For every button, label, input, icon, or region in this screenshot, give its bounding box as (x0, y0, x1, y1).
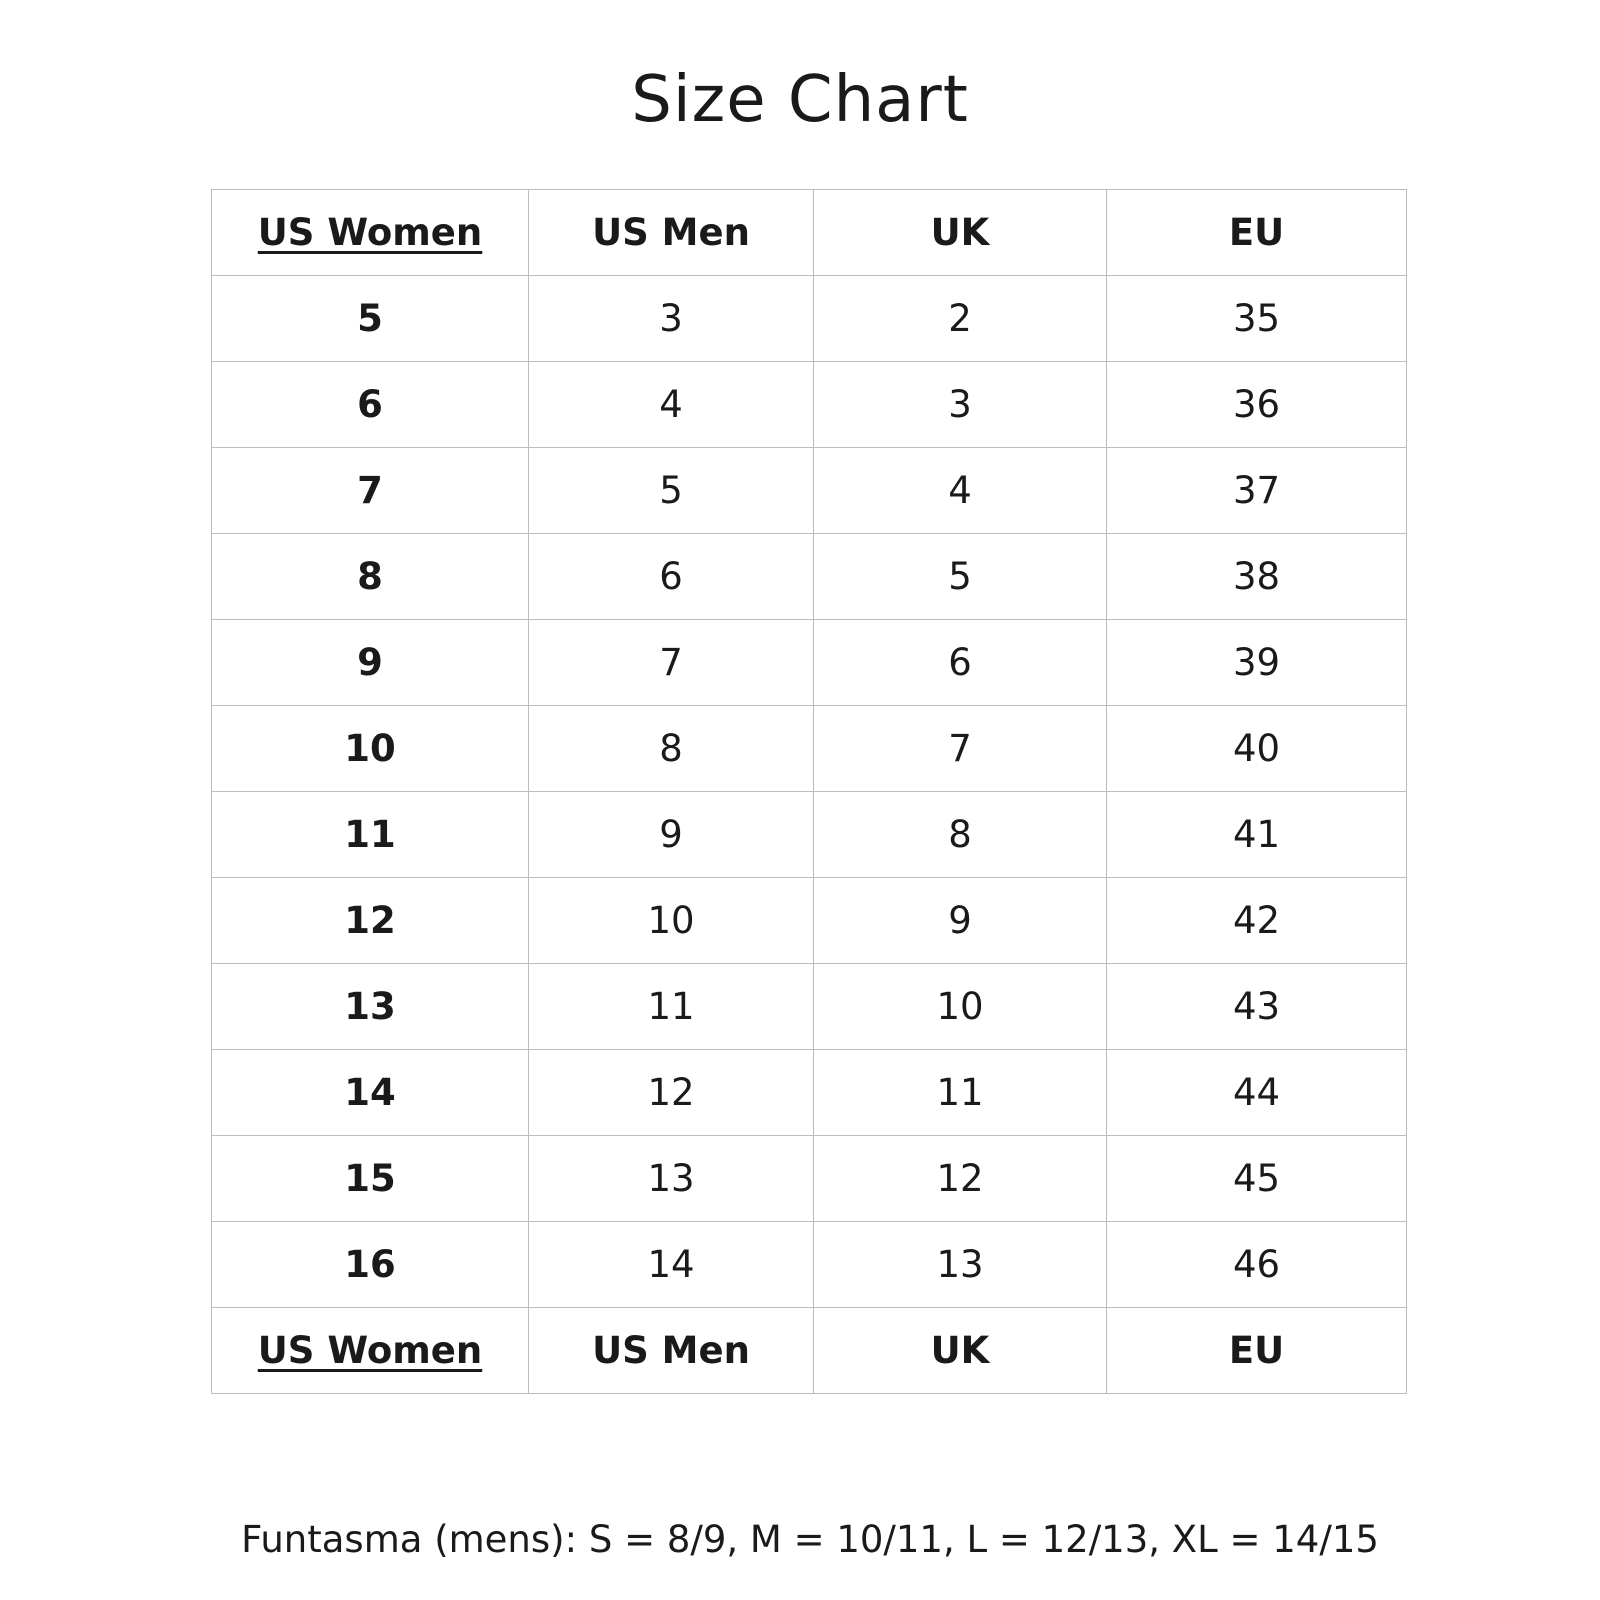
cell-uk: 9 (814, 878, 1107, 964)
footer-header-eu: EU (1107, 1308, 1407, 1394)
cell-uk: 2 (814, 276, 1107, 362)
cell-us-men: 12 (529, 1050, 814, 1136)
cell-uk: 7 (814, 706, 1107, 792)
cell-uk: 4 (814, 448, 1107, 534)
table-row (212, 1136, 1407, 1222)
header-row-bottom (212, 1308, 1407, 1394)
size-table (211, 189, 1407, 1394)
cell-eu: 39 (1107, 620, 1407, 706)
cell-us-men: 7 (529, 620, 814, 706)
cell-us-women: 8 (212, 534, 529, 620)
footer-header-uk: UK (814, 1308, 1107, 1394)
cell-us-women: 12 (212, 878, 529, 964)
cell-eu: 40 (1107, 706, 1407, 792)
header-uk: UK (814, 190, 1107, 276)
footer-header-us-women: US Women (212, 1308, 529, 1394)
table-row (212, 878, 1407, 964)
cell-us-men: 5 (529, 448, 814, 534)
cell-uk: 11 (814, 1050, 1107, 1136)
table-row (212, 964, 1407, 1050)
cell-eu: 37 (1107, 448, 1407, 534)
table-row (212, 534, 1407, 620)
cell-us-women: 16 (212, 1222, 529, 1308)
cell-us-men: 4 (529, 362, 814, 448)
cell-uk: 12 (814, 1136, 1107, 1222)
cell-us-men: 14 (529, 1222, 814, 1308)
cell-eu: 35 (1107, 276, 1407, 362)
cell-us-women: 13 (212, 964, 529, 1050)
cell-eu: 42 (1107, 878, 1407, 964)
cell-uk: 3 (814, 362, 1107, 448)
table-row (212, 792, 1407, 878)
cell-eu: 46 (1107, 1222, 1407, 1308)
cell-eu: 41 (1107, 792, 1407, 878)
cell-us-men: 9 (529, 792, 814, 878)
cell-us-men: 11 (529, 964, 814, 1050)
table-row (212, 448, 1407, 534)
cell-us-women: 6 (212, 362, 529, 448)
table-row (212, 620, 1407, 706)
cell-us-women: 5 (212, 276, 529, 362)
cell-us-women: 10 (212, 706, 529, 792)
table-row (212, 1222, 1407, 1308)
cell-eu: 45 (1107, 1136, 1407, 1222)
cell-uk: 8 (814, 792, 1107, 878)
cell-eu: 38 (1107, 534, 1407, 620)
header-row-top (212, 190, 1407, 276)
table-row (212, 706, 1407, 792)
cell-us-men: 13 (529, 1136, 814, 1222)
header-eu: EU (1107, 190, 1407, 276)
table-row (212, 1050, 1407, 1136)
cell-us-men: 3 (529, 276, 814, 362)
cell-uk: 5 (814, 534, 1107, 620)
cell-uk: 6 (814, 620, 1107, 706)
size-table-body (212, 276, 1407, 1308)
page-title: Size Chart (631, 63, 969, 137)
cell-us-men: 6 (529, 534, 814, 620)
cell-us-women: 15 (212, 1136, 529, 1222)
cell-us-women: 14 (212, 1050, 529, 1136)
table-row (212, 362, 1407, 448)
footer-header-us-men: US Men (529, 1308, 814, 1394)
cell-us-women: 11 (212, 792, 529, 878)
cell-uk: 13 (814, 1222, 1107, 1308)
cell-us-women: 9 (212, 620, 529, 706)
header-us-men: US Men (529, 190, 814, 276)
cell-eu: 44 (1107, 1050, 1407, 1136)
table-row (212, 276, 1407, 362)
cell-us-men: 8 (529, 706, 814, 792)
funtasma-size-note: Funtasma (mens): S = 8/9, M = 10/11, L = 12/13, XL = 14/15 (241, 1518, 1379, 1561)
cell-eu: 43 (1107, 964, 1407, 1050)
cell-eu: 36 (1107, 362, 1407, 448)
cell-us-women: 7 (212, 448, 529, 534)
header-us-women: US Women (212, 190, 529, 276)
cell-uk: 10 (814, 964, 1107, 1050)
cell-us-men: 10 (529, 878, 814, 964)
